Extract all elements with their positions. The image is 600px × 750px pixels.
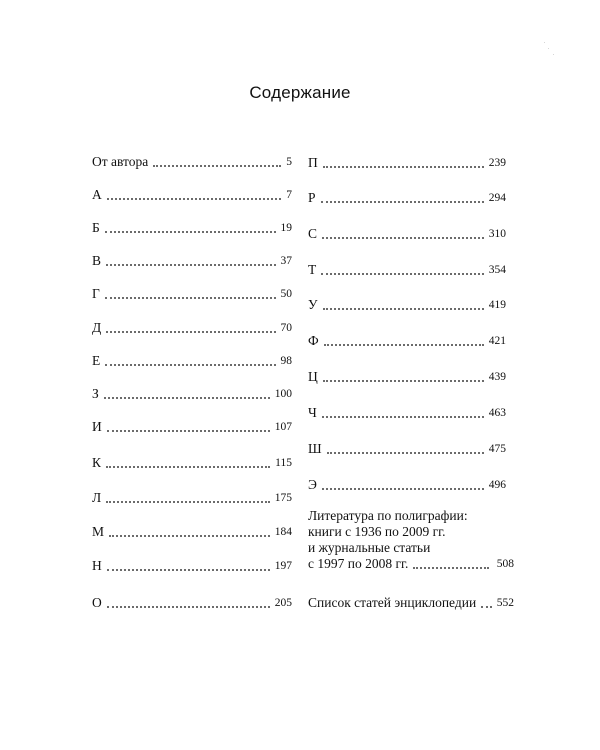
dot-leader	[323, 307, 484, 310]
toc-entry[interactable]	[308, 403, 506, 421]
literature-line: и журнальные статьи	[308, 540, 431, 555]
toc-entry[interactable]	[308, 439, 506, 457]
toc-entry-label: К	[92, 455, 102, 470]
toc-entry-page: 475	[488, 443, 506, 455]
toc-entry[interactable]	[92, 593, 292, 611]
toc-entry[interactable]	[92, 251, 292, 269]
toc-entry[interactable]	[308, 367, 506, 385]
toc-entry-label: В	[92, 253, 102, 268]
dot-leader	[327, 451, 484, 454]
toc-entry-label: Л	[92, 490, 102, 505]
toc-entry[interactable]	[308, 475, 506, 493]
toc-entry-label: Э	[308, 477, 317, 492]
toc-entry-page: 197	[274, 560, 292, 572]
toc-entry[interactable]	[92, 218, 292, 236]
toc-entry-label: Е	[92, 353, 101, 368]
dot-leader	[153, 164, 281, 167]
toc-entry[interactable]	[92, 318, 292, 336]
toc-entry-page: 496	[488, 479, 506, 491]
toc-entry[interactable]	[308, 295, 506, 313]
paper-speck	[548, 48, 549, 49]
literature-line: книги с 1936 по 2009 гг.	[308, 524, 446, 539]
toc-entry-label: Список статей энциклопедии	[308, 595, 477, 610]
toc-entry-page: 115	[275, 457, 292, 469]
toc-entry[interactable]	[92, 417, 292, 435]
literature-line: с 1997 по 2008 гг.	[308, 556, 409, 571]
paper-speck	[553, 54, 554, 55]
toc-entry-page: 5	[286, 156, 292, 168]
dot-leader	[324, 343, 484, 346]
toc-entry[interactable]	[92, 488, 292, 506]
toc-entry[interactable]	[92, 351, 292, 369]
toc-entry-page: 98	[280, 355, 292, 367]
dot-leader	[323, 165, 484, 168]
toc-entry[interactable]	[92, 384, 292, 402]
toc-entry-page: 239	[488, 157, 506, 169]
toc-entry-label: Н	[92, 558, 102, 573]
toc-entry-label: Ц	[308, 369, 318, 384]
dot-leader	[109, 534, 270, 537]
toc-entry-page: 508	[496, 558, 514, 570]
toc-entry-page: 205	[274, 597, 292, 609]
toc-entry-label: Ч	[308, 405, 317, 420]
toc-entry-label: Ф	[308, 333, 319, 348]
literature-line: Литература по полиграфии:	[308, 508, 468, 523]
dot-leader	[107, 568, 270, 571]
toc-entry-page: 421	[488, 335, 506, 347]
toc-entry[interactable]	[92, 453, 292, 471]
toc-entry-label: Ш	[308, 441, 322, 456]
page-title: Содержание	[249, 83, 351, 102]
toc-entry[interactable]	[92, 185, 292, 203]
toc-entry-label: Т	[308, 262, 317, 277]
toc-entry[interactable]	[92, 284, 292, 302]
toc-entry-page: 7	[286, 189, 292, 201]
toc-entry-label: Б	[92, 220, 100, 235]
toc-entry-label: Р	[308, 190, 316, 205]
dot-leader	[322, 236, 484, 239]
toc-entry[interactable]	[308, 331, 506, 349]
toc-entry-page: 439	[488, 371, 506, 383]
toc-entry-page: 175	[274, 492, 292, 504]
toc-entry-page: 107	[274, 421, 292, 433]
toc-entry[interactable]	[92, 522, 292, 540]
dot-leader	[107, 605, 270, 608]
toc-entry-page: 463	[488, 407, 506, 419]
dot-leader	[413, 566, 488, 569]
dot-leader	[106, 500, 270, 503]
toc-entry-page: 37	[280, 255, 292, 267]
toc-entry-label: От автора	[92, 154, 149, 169]
toc-entry-label: Д	[92, 320, 102, 335]
literature-last-line	[308, 556, 514, 572]
toc-entry-literature[interactable]	[308, 508, 514, 572]
toc-entry-page: 552	[496, 597, 514, 609]
dot-leader	[106, 330, 275, 333]
toc-entry-page: 419	[488, 299, 506, 311]
dot-leader	[105, 230, 276, 233]
paper-speck	[544, 42, 545, 43]
toc-entry[interactable]	[308, 224, 506, 242]
dot-leader	[104, 396, 270, 399]
toc-entry-label: О	[92, 595, 102, 610]
dot-leader	[321, 200, 484, 203]
toc-entry[interactable]	[308, 260, 506, 278]
dot-leader	[107, 197, 282, 200]
toc-entry-page: 19	[280, 222, 292, 234]
toc-entry[interactable]	[308, 188, 506, 206]
toc-entry-label: Г	[92, 286, 100, 301]
dot-leader	[107, 429, 270, 432]
toc-entry-page: 294	[488, 192, 506, 204]
toc-entry-label: У	[308, 297, 318, 312]
toc-entry-label: З	[92, 386, 99, 401]
dot-leader	[106, 263, 275, 266]
toc-entry-label: И	[92, 419, 102, 434]
toc-entry-label: П	[308, 155, 318, 170]
dot-leader	[323, 379, 484, 382]
dot-leader	[481, 605, 492, 608]
toc-entry-label: М	[92, 524, 105, 539]
dot-leader	[105, 296, 276, 299]
dot-leader	[322, 487, 484, 490]
toc-entry-page: 100	[274, 388, 292, 400]
toc-entry-articles-list[interactable]	[308, 593, 514, 611]
dot-leader	[321, 272, 484, 275]
toc-entry-page: 310	[488, 228, 506, 240]
dot-leader	[105, 363, 275, 366]
toc-entry-page: 354	[488, 264, 506, 276]
dot-leader	[322, 415, 484, 418]
toc-entry-label: А	[92, 187, 102, 202]
toc-entry-page: 184	[274, 526, 292, 538]
toc-entry[interactable]	[308, 153, 506, 171]
dot-leader	[106, 465, 270, 468]
toc-entry-label: С	[308, 226, 318, 241]
toc-entry-page: 50	[280, 288, 292, 300]
toc-entry-page: 70	[280, 322, 292, 334]
toc-entry[interactable]	[92, 556, 292, 574]
toc-entry[interactable]	[92, 152, 292, 170]
